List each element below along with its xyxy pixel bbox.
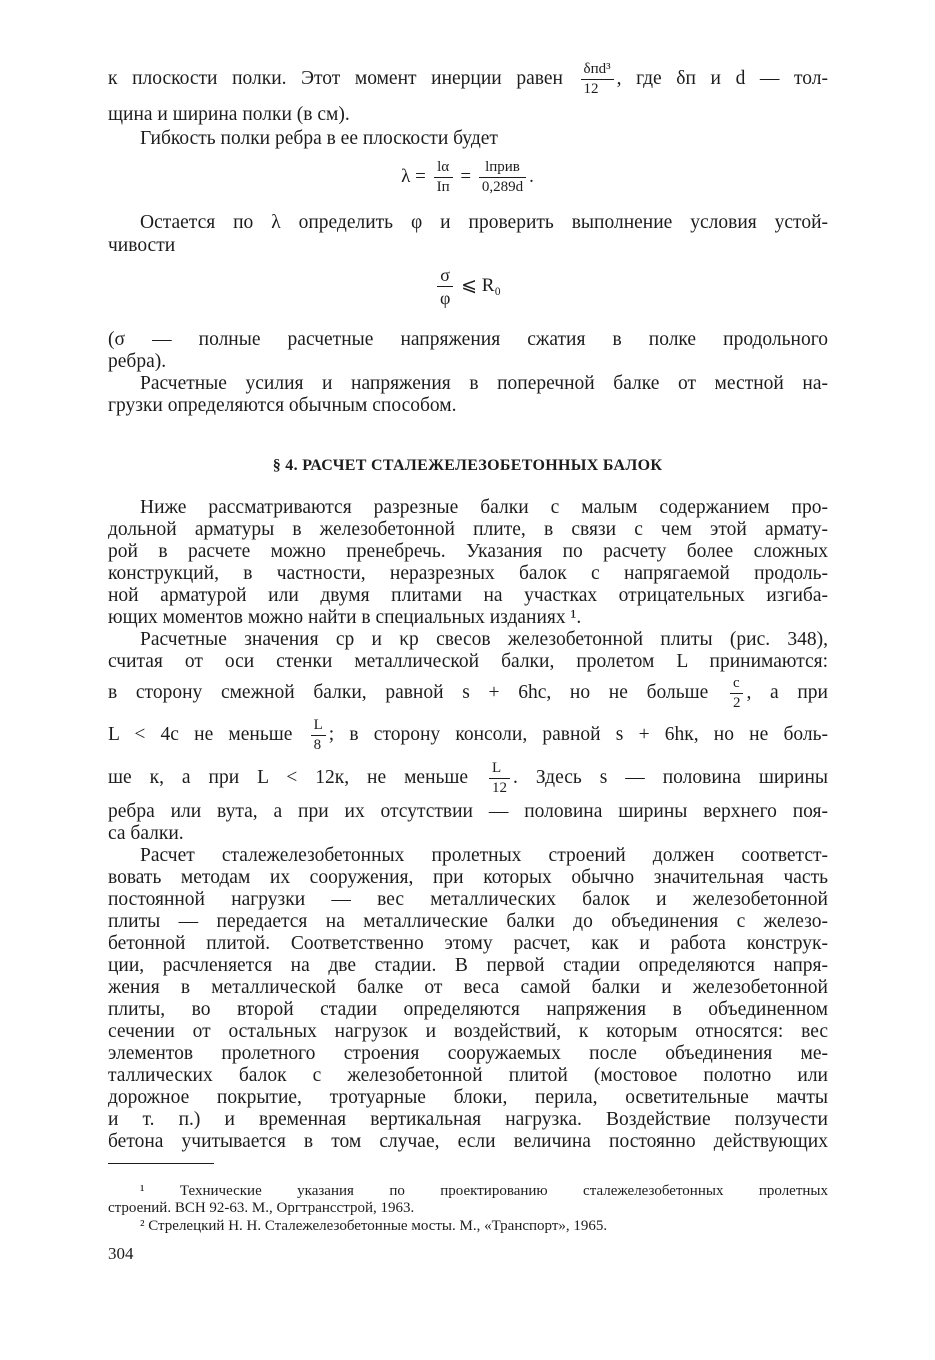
text-span: , где δп и d — тол-	[616, 67, 829, 89]
fraction-numerator: lα	[434, 160, 453, 178]
footnote-line: ² Стрелецкий Н. Н. Сталежелезобетонные мосты. М., «Транспорт», 1965.	[140, 1218, 608, 1234]
fraction-numerator: lприв	[479, 160, 526, 178]
text-line: са балки.	[108, 823, 184, 844]
formula-stability	[0, 266, 935, 307]
text-line: Расчетные усилия и напряжения в поперечной балке от местной на-	[140, 373, 828, 394]
fraction	[437, 266, 453, 307]
fraction-denominator: Iп	[436, 179, 450, 195]
text-span: , а при	[746, 682, 828, 703]
text-line: Расчет сталежелезобетонных пролетных строений должен соответст-	[140, 845, 828, 866]
text-span: к плоскости полки. Этот момент инерции равен	[108, 67, 563, 89]
formula-lhs: λ =	[401, 165, 426, 187]
text-line: жения в металлической балке от веса самой балки и железобетонной	[108, 977, 828, 998]
text-line	[108, 758, 828, 798]
text-line	[108, 61, 829, 97]
text-line: дорожное покрытие, тротуарные блоки, перила, осветительные мачты	[108, 1087, 828, 1108]
page-number: 304	[108, 1244, 134, 1263]
text-line: Остается по λ определить φ и проверить выполнение условия устой-	[140, 212, 828, 233]
formula-rhs: ⩽ R₀	[461, 274, 502, 296]
text-line: бетона учитывается в том случае, если величина постоянно действующих	[108, 1131, 828, 1152]
text-span: в сторону смежной балки, равной s + 6hc, но не больше	[108, 682, 709, 703]
text-line: ции, расчленяется на две стадии. В первой стадии определяются напря-	[108, 955, 828, 976]
text-line: ребра или вута, а при их отсутствии — половина ширины верхнего поя-	[108, 801, 828, 822]
fraction	[581, 62, 614, 97]
text-line: щина и ширина полки (в см).	[108, 104, 350, 125]
formula-equals: =	[460, 165, 472, 187]
text-span: ; в сторону консоли, равной s + 6hк, но не боль-	[328, 724, 828, 745]
fraction-numerator: L	[489, 761, 510, 779]
footnote-line: строений. ВСН 92-63. М., Оргтрансстрой, 1963.	[108, 1200, 415, 1216]
fraction-denominator: 2	[732, 695, 741, 712]
fraction-denominator: φ	[439, 288, 451, 308]
fraction	[311, 718, 326, 753]
text-line	[108, 715, 828, 755]
text-line: плиты, во второй стадии определяются напряжения в объединенном	[108, 999, 828, 1020]
fraction-denominator: 12	[583, 81, 599, 97]
text-line: конструкций, в частности, неразрезных балок с напрягаемой продоль-	[108, 563, 828, 584]
footnote-line: ¹ Технические указания по проектированию сталежелезобетонных пролетных	[140, 1183, 828, 1199]
text-line: считая от оси стенки металлической балки, пролетом L принимаются:	[108, 651, 828, 672]
text-line: дольной арматуры в железобетонной плите, в связи с чем этой армату-	[108, 519, 828, 540]
text-line: сечении от остальных нагрузок и воздействий, к которым относятся: вес	[108, 1021, 828, 1042]
fraction-denominator: 12	[492, 780, 508, 797]
text-span: . Здесь s — половина ширины	[513, 767, 829, 788]
text-line: чивости	[108, 235, 176, 256]
text-line: постоянной нагрузки — вес металлических балок и железобетонной	[108, 889, 828, 910]
fraction-denominator: 8	[313, 737, 322, 754]
text-line: и т. п.) и временная вертикальная нагрузка. Воздействие ползучести	[108, 1109, 828, 1130]
fraction-numerator: c	[730, 676, 744, 694]
text-line: вовать методам их сооружения, при которых обычно значительная часть	[108, 867, 828, 888]
formula-slenderness	[0, 160, 935, 195]
footnote-separator	[108, 1163, 214, 1164]
fraction-numerator: L	[311, 718, 326, 736]
text-span: L < 4c не меньше	[108, 724, 293, 745]
text-line: бетонной плитой. Соответственно этому расчет, как и работа конструк-	[108, 933, 828, 954]
fraction-numerator: δпd³	[581, 62, 614, 80]
fraction	[730, 676, 744, 711]
section-heading: § 4. РАСЧЕТ СТАЛЕЖЕЛЕЗОБЕТОННЫХ БАЛОК	[272, 457, 663, 474]
text-line: рой в расчете можно пренебречь. Указания по расчету более сложных	[108, 541, 828, 562]
fraction	[434, 160, 453, 195]
formula-end: .	[529, 165, 534, 187]
text-line: Расчетные значения cр и κр свесов железобетонной плиты (рис. 348),	[140, 629, 828, 650]
text-line: Гибкость полки ребра в ее плоскости будет	[140, 128, 498, 149]
text-line: (σ — полные расчетные напряжения сжатия в полке продольного	[108, 329, 828, 350]
text-line: Ниже рассматриваются разрезные балки с малым содержанием про-	[140, 497, 828, 518]
text-line: таллических балок с железобетонной плитой (мостовое полотно или	[108, 1065, 828, 1086]
text-line	[108, 673, 828, 713]
fraction-denominator: 0,289d	[481, 179, 524, 195]
fraction	[479, 160, 526, 195]
text-line: плиты — передается на металлические балки до объединения с железо-	[108, 911, 828, 932]
fraction	[489, 761, 510, 796]
text-line: ющих моментов можно найти в специальных изданиях ¹.	[108, 607, 582, 628]
text-line: грузки определяются обычным способом.	[108, 395, 457, 416]
text-line: элементов пролетного строения сооружаемых после объединения ме-	[108, 1043, 828, 1064]
text-line: ребра).	[108, 351, 167, 372]
text-span: ше к, а при L < 12к, не меньше	[108, 767, 469, 788]
text-line: ной арматурой или двумя плитами на участках отрицательных изгиба-	[108, 585, 828, 606]
fraction-numerator: σ	[437, 266, 453, 287]
